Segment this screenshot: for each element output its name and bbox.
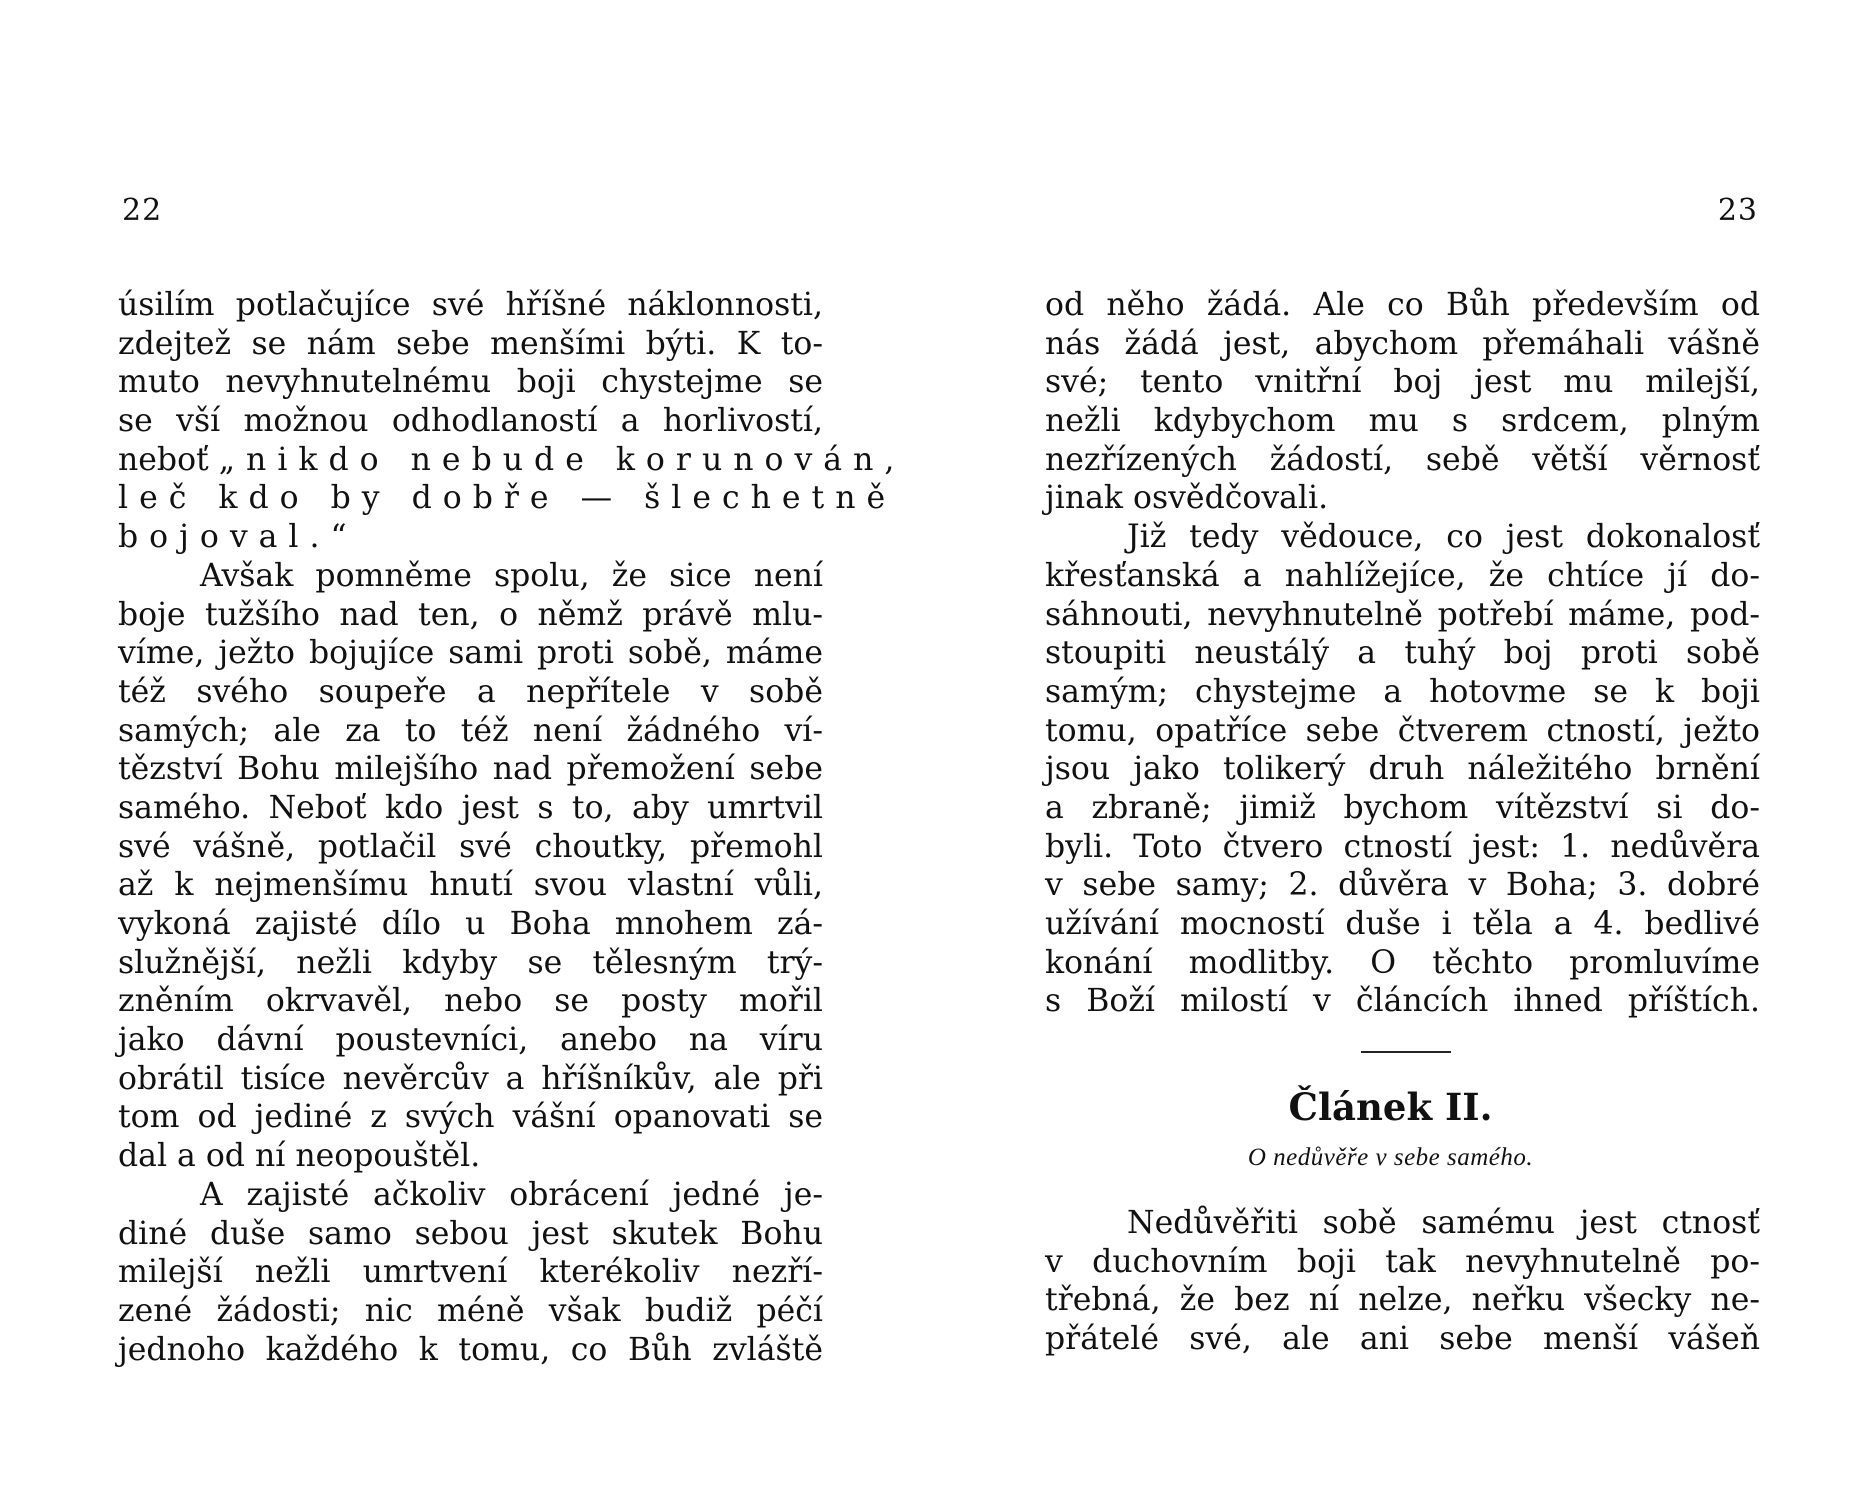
text-line: křesťanská a nahlížejíce, že chtíce jí do- bbox=[1045, 557, 1760, 594]
text-line: s Boží milostí v článcích ihned příštích. bbox=[1045, 983, 1760, 1020]
text-line: konání modlitby. O těchto promluvíme bbox=[1045, 944, 1760, 981]
text-line: víme, ježto bojujíce sami proti sobě, máme bbox=[118, 635, 823, 672]
text-line: své; tento vnitřní boj jest mu milejší, bbox=[1045, 364, 1760, 401]
text-line: třebná, že bez ní nelze, neřku všecky ne- bbox=[1045, 1282, 1760, 1319]
text-line: diné duše samo sebou jest skutek Bohu bbox=[118, 1215, 823, 1252]
text-line: jednoho každého k tomu, co Bůh zvláště bbox=[118, 1331, 823, 1368]
text-line: úsilím potlačujíce své hříšné náklonnosti, bbox=[118, 287, 823, 323]
text-line: leč kdo by dobře — šlechetně bbox=[118, 480, 897, 517]
text-line: obrátil tisíce nevěrcův a hříšníkův, ale při bbox=[118, 1060, 823, 1097]
text-line: muto nevyhnutelnému boji chystejme se bbox=[118, 364, 823, 401]
text-line: bojoval.“ bbox=[118, 519, 358, 556]
text-line: nezřízených žádostí, sebě větší věrnosť bbox=[1045, 441, 1760, 478]
text-line: v sebe samy; 2. důvěra v Boha; 3. dobré bbox=[1045, 867, 1760, 904]
text-line: nás žádá jest, abychom přemáhali vášně bbox=[1045, 325, 1760, 362]
text-line: stoupiti neustálý a tuhý boj proti sobě bbox=[1045, 635, 1760, 672]
right-page-text-bottom bbox=[1045, 1204, 1760, 1359]
text-line: jsou jako tolikerý druh náležitého brnění bbox=[1045, 751, 1760, 788]
text-line: až k nejmenšímu hnutí svou vlastní vůli, bbox=[118, 867, 823, 904]
section-divider bbox=[1361, 1051, 1451, 1053]
text-line: jinak osvědčovali. bbox=[1045, 480, 1329, 517]
text-line: Již tedy vědouce, co jest dokonalosť bbox=[1127, 519, 1760, 556]
text-line: v duchovním boji tak nevyhnutelně po- bbox=[1045, 1243, 1760, 1280]
text-line: dal a od ní neopouštěl. bbox=[118, 1138, 481, 1175]
page-number-left: 22 bbox=[122, 193, 163, 228]
text-line: boje tužšího nad ten, o němž právě mlu- bbox=[118, 596, 823, 633]
text-line: přátelé své, ale ani sebe menší vášeň bbox=[1045, 1321, 1760, 1358]
text-line: zdejtež se nám sebe menšími býti. K to- bbox=[118, 325, 823, 362]
text-line: tomu, opatříce sebe čtverem ctností, ježto bbox=[1045, 712, 1760, 749]
text-line: samých; ale za to též není žádného ví- bbox=[118, 712, 823, 749]
text-line: se vší možnou odhodlaností a horlivostí, bbox=[118, 403, 823, 440]
text-line: milejší nežli umrtvení kterékoliv nezří- bbox=[118, 1254, 823, 1291]
left-page-text bbox=[118, 286, 906, 1369]
text-line: též svého soupeře a nepřítele v sobě bbox=[118, 673, 823, 710]
right-page-text-top bbox=[1045, 286, 1760, 1021]
text-line: Nedůvěřiti sobě samému jest ctnosť bbox=[1127, 1205, 1760, 1241]
text-line: sáhnouti, nevyhnutelně potřebí máme, pod- bbox=[1045, 596, 1760, 633]
right-page bbox=[927, 0, 1854, 1500]
text-line: vykoná zajisté dílo u Boha mnohem zá- bbox=[118, 906, 823, 942]
text-line: jako dávní poustevníci, anebo na víru bbox=[118, 1022, 823, 1059]
text-line: Avšak pomněme spolu, že sice není bbox=[200, 557, 823, 594]
text-line: neboť „nikdo nebude korunován, bbox=[118, 441, 906, 478]
text-line: zněním okrvavěl, nebo se posty mořil bbox=[118, 983, 823, 1020]
text-line: A zajisté ačkoliv obrácení jedné je- bbox=[200, 1176, 823, 1213]
chapter-heading: Článek II. bbox=[1288, 1085, 1493, 1129]
text-line: samého. Neboť kdo jest s to, aby umrtvil bbox=[118, 789, 823, 826]
text-line: byli. Toto čtvero ctností jest: 1. nedůvěra bbox=[1045, 828, 1760, 865]
text-line: nežli kdybychom mu s srdcem, plným bbox=[1045, 403, 1760, 440]
text-line: zené žádosti; nic méně však budiž péčí bbox=[118, 1292, 823, 1329]
text-line: své vášně, potlačil své choutky, přemohl bbox=[118, 828, 823, 865]
text-line: a zbraně; jimiž bychom vítězství si do- bbox=[1045, 789, 1760, 826]
text-line: od něho žádá. Ale co Bůh především od bbox=[1045, 287, 1760, 323]
text-line: tom od jediné z svých vášní opanovati se bbox=[118, 1099, 823, 1136]
text-line: samým; chystejme a hotovme se k boji bbox=[1045, 673, 1760, 710]
text-line: užívání mocností duše i těla a 4. bedlivé bbox=[1045, 906, 1760, 942]
page-number-right: 23 bbox=[1717, 193, 1758, 228]
chapter-subtitle: O nedůvěře v sebe samého. bbox=[1247, 1144, 1534, 1171]
text-line: služnější, nežli kdyby se tělesným trý- bbox=[118, 944, 823, 981]
text-line: tězství Bohu milejšího nad přemožení sebe bbox=[118, 751, 823, 788]
